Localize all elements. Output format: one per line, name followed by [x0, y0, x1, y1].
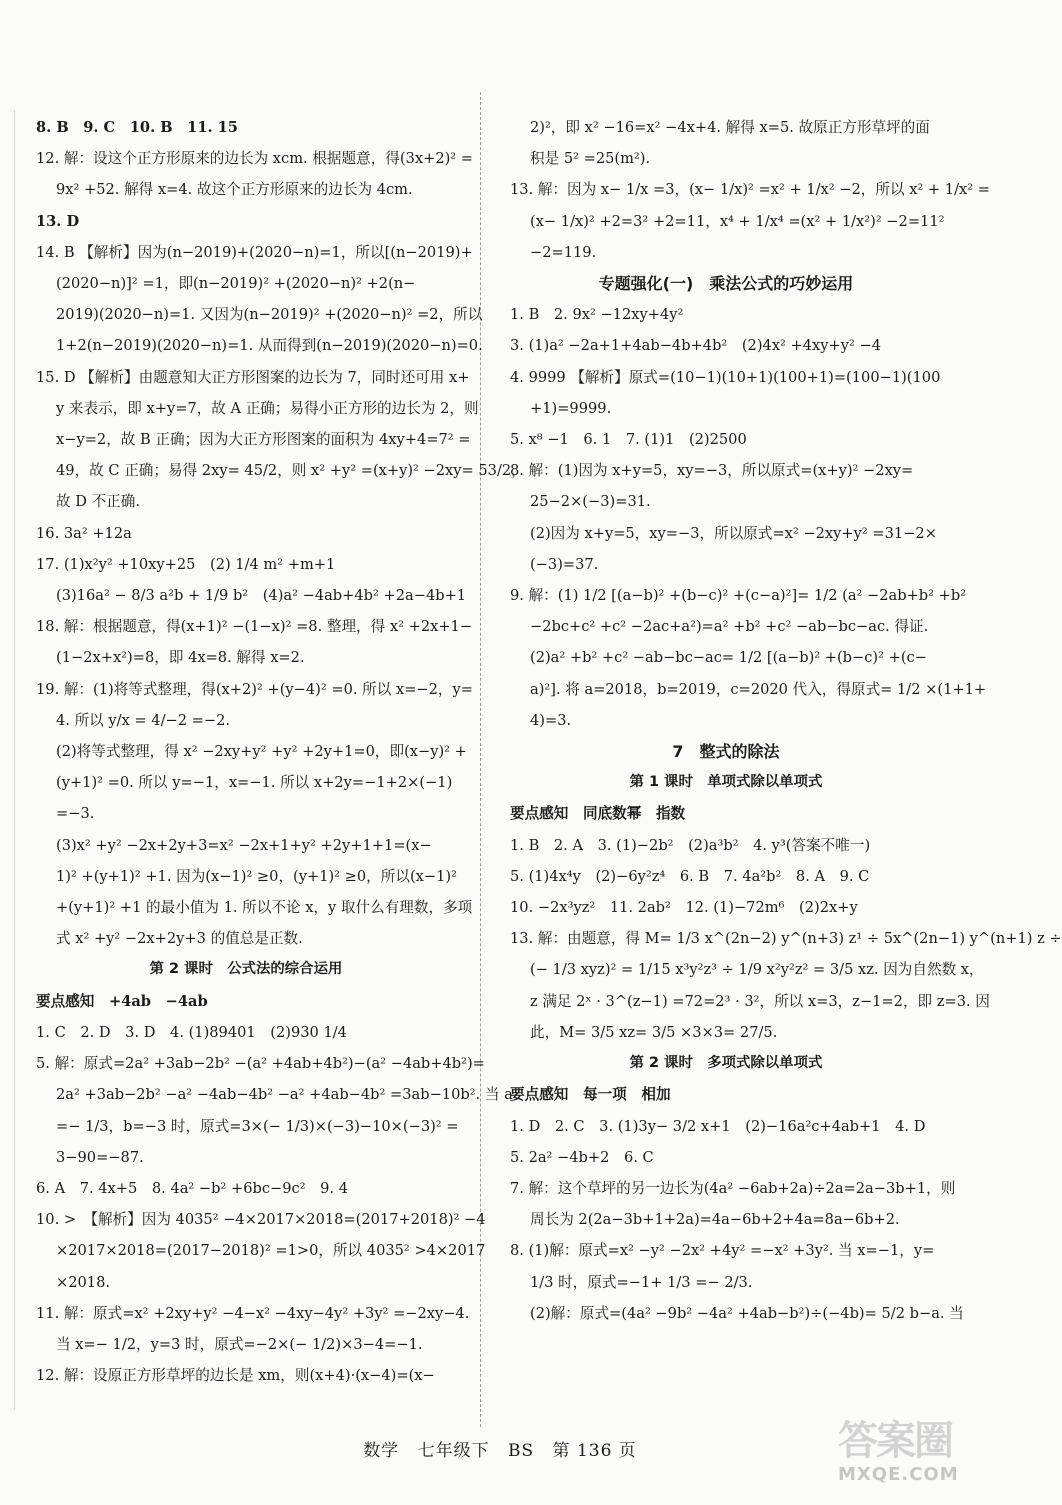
answer-line: 12. 解：设这个正方形原来的边长为 xcm. 根据题意，得(3x+2)² =	[36, 150, 474, 168]
answer-line: 7. 解：这个草坪的另一边长为(4a² −6ab+2a)÷2a=2a−3b+1，则	[510, 1179, 956, 1197]
answer-line: 故 D 不正确.	[56, 493, 140, 511]
answer-line: 4. 所以 y/x = 4/−2 =−2.	[56, 711, 231, 729]
answer-line: 17. (1)x²y² +10xy+25 (2) 1/4 m² +m+1	[36, 555, 336, 573]
answer-line: 1. C 2. D 3. D 4. (1)89401 (2)930 1/4	[36, 1023, 347, 1041]
answer-line: y 来表示，即 x+y=7，故 A 正确；易得小正方形的边长为 2，则	[56, 399, 479, 417]
answer-line: +1)=9999.	[530, 399, 612, 417]
answer-line: 1. B 2. 9x² −12xy+4y²	[510, 306, 684, 324]
answer-line: 1+2(n−2019)(2020−n)=1. 从而得到(n−2019)(2020−n)=0.	[56, 337, 483, 355]
answer-line: 式 x² +y² −2x+2y+3 的值总是正数.	[56, 930, 303, 948]
footer-grade: 七年级下	[417, 1441, 490, 1461]
answer-line: 25−2×(−3)=31.	[530, 493, 651, 511]
answer-line: 13. 解：因为 x− 1/x =3，(x− 1/x)² =x² + 1/x² −2，所以 x² + 1/x² =	[510, 181, 990, 199]
answer-line: =− 1/3，b=−3 时，原式=3×(− 1/3)×(−3)−10×(−3)² =	[56, 1117, 459, 1135]
answer-line: (3)x² +y² −2x+2y+3=x² −2x+1+y² +2y+1+1=(x−	[56, 836, 432, 854]
footer-subject: 数学	[363, 1441, 400, 1461]
answer-line: 5. 2a² −4b+2 6. C	[510, 1148, 654, 1166]
answer-line: (2)解：原式=(4a² −9b² −4a² +4ab−b²)÷(−4b)= 5/2 b−a. 当	[530, 1304, 964, 1322]
watermark-url: MXQE.COM	[838, 1464, 959, 1485]
answer-line: (2)因为 x+y=5，xy=−3，所以原式=x² −2xy+y² =31−2×	[530, 524, 937, 542]
answer-line: (1−2x+x²)=8，即 4x=8. 解得 x=2.	[56, 649, 305, 667]
answer-line: 8. 解：(1)因为 x+y=5，xy=−3，所以原式=(x+y)² −2xy=	[510, 462, 914, 480]
answer-line: 8. (1)解：原式=x² −y² −2x² +4y² =−x² +3y². 当 x=−1，y=	[510, 1242, 935, 1260]
answer-line: 6. A 7. 4x+5 8. 4a² −b² +6bc−9c² 9. 4	[36, 1179, 348, 1197]
answer-line: (2020−n)]² =1，即(n−2019)² +(2020−n)² +2(n−	[56, 275, 416, 293]
right-answer-column	[510, 112, 1062, 1329]
answer-line: 第 2 课时 公式法的综合运用	[149, 961, 343, 978]
watermark-logo: 答案圈	[838, 1418, 952, 1464]
answer-line: 8. B 9. C 10. B 11. 15	[36, 119, 238, 136]
answer-line: ×2018.	[56, 1273, 111, 1291]
answer-line: 1. D 2. C 3. (1)3y− 3/2 x+1 (2)−16a²c+4ab+1 4. D	[510, 1117, 926, 1135]
answer-line: +(y+1)² +1 的最小值为 1. 所以不论 x，y 取什么有理数，多项	[56, 899, 473, 917]
answer-line: ×2017×2018=(2017−2018)² =1>0，所以 4035² >4×2017	[56, 1242, 486, 1260]
answer-line: 3−90=−87.	[56, 1148, 144, 1166]
answer-line: 2)²，即 x² −16=x² −4x+4. 解得 x=5. 故原正方形草坪的面	[530, 119, 930, 136]
answer-line: 要点感知 同底数幂 指数	[510, 805, 686, 823]
answer-line: 积是 5² =25(m²).	[530, 150, 651, 168]
answer-line: 3. (1)a² −2a+1+4ab−4b+4b² (2)4x² +4xy+y² −4	[510, 337, 882, 355]
answer-line: 5. x⁸ −1 6. 1 7. (1)1 (2)2500	[510, 431, 747, 449]
footer-edition: BS	[508, 1441, 535, 1461]
answer-line: (2)将等式整理，得 x² −2xy+y² +y² +2y+1=0，即(x−y)² +	[56, 743, 467, 761]
answer-line: z 满足 2ˣ · 3^(z−1) =72=2³ · 3²，所以 x=3，z−1=2，即 z=3. 因	[530, 992, 990, 1010]
answer-line: (−3)=37.	[530, 555, 599, 573]
answer-line: 16. 3a² +12a	[36, 524, 132, 542]
answer-line: =−3.	[56, 805, 95, 823]
answer-line: −2=119.	[530, 243, 597, 261]
answer-line: 49，故 C 正确；易得 2xy= 45/2，则 x² +y² =(x+y)² −2xy= 53/2，	[56, 462, 526, 480]
left-answer-column	[36, 112, 526, 1391]
answer-line: (x− 1/x)² +2=3² +2=11，x⁴ + 1/x⁴ =(x² + 1/x²)² −2=11²	[530, 212, 945, 230]
answer-line: −2bc+c² +c² −2ac+a²)=a² +b² +c² −ab−bc−ac. 得证.	[530, 618, 929, 636]
answer-line: 要点感知 +4ab −4ab	[36, 992, 208, 1010]
answer-line: (y+1)² =0. 所以 y=−1，x=−1. 所以 x+2y=−1+2×(−1)	[56, 774, 453, 792]
answer-line: 专题强化(一) 乘法公式的巧妙运用	[598, 274, 854, 294]
answer-line: 5. 解：原式=2a² +3ab−2b² −(a² +4ab+4b²)−(a² −4ab+4b²)=	[36, 1055, 485, 1073]
answer-line: 11. 解：原式=x² +2xy+y² −4−x² −4xy−4y² +3y² =−2xy−4.	[36, 1304, 470, 1322]
answer-line: 19. 解：(1)将等式整理，得(x+2)² +(y−4)² =0. 所以 x=−2，y=	[36, 680, 474, 698]
answer-line: 2019)(2020−n)=1. 又因为(n−2019)² +(2020−n)² =2，所以	[56, 306, 483, 324]
answer-line: 1/3 时，原式=−1+ 1/3 =− 2/3.	[530, 1273, 753, 1291]
answer-line: (3)16a² − 8/3 a²b + 1/9 b² (4)a² −4ab+4b² +2a−4b+1	[56, 587, 467, 605]
answer-line: x−y=2，故 B 正确；因为大正方形图案的面积为 4xy+4=7² =	[56, 431, 471, 449]
answer-line: 7 整式的除法	[672, 742, 780, 762]
site-watermark	[838, 1418, 988, 1498]
answer-line: 周长为 2(2a−3b+1+2a)=4a−6b+2+4a=8a−6b+2.	[530, 1211, 900, 1229]
answer-line: 2a² +3ab−2b² −a² −4ab−4b² −a² +4ab−4b² =3ab−10b². 当 a	[56, 1086, 513, 1104]
answer-line: (− 1/3 xyz)² = 1/15 x³y²z³ ÷ 1/9 x²y²z² = 3/5 xz. 因为自然数 x，	[530, 961, 984, 979]
answer-line: 第 1 课时 单项式除以单项式	[629, 774, 823, 791]
answer-line: 12. 解：设原正方形草坪的边长是 xm，则(x+4)·(x−4)=(x−	[36, 1367, 435, 1385]
answer-line: a)²]. 将 a=2018，b=2019，c=2020 代入，得原式= 1/2 ×(1+1+	[530, 680, 987, 698]
answer-line: 10. > 【解析】因为 4035² −4×2017×2018=(2017+2018)² −4	[36, 1211, 486, 1229]
answer-line: 第 2 课时 多项式除以单项式	[629, 1055, 823, 1072]
page-edge-line	[14, 110, 15, 1410]
answer-line: 1)² +(y+1)² +1. 因为(x−1)² ≥0，(y+1)² ≥0，所以(x−1)²	[56, 867, 457, 885]
answer-line: 14. B 【解析】因为(n−2019)+(2020−n)=1，所以[(n−2019)+	[36, 243, 473, 261]
answer-line: 5. (1)4x⁴y (2)−6y²z⁴ 6. B 7. 4a²b² 8. A 9. C	[510, 867, 870, 885]
answer-line: 要点感知 每一项 相加	[510, 1086, 671, 1104]
answer-line: 4. 9999 【解析】原式=(10−1)(10+1)(100+1)=(100−1)(100	[510, 368, 941, 386]
answer-line: 此，M= 3/5 xz= 3/5 ×3×3= 27/5.	[530, 1023, 778, 1041]
answer-line: 1. B 2. A 3. (1)−2b² (2)a³b² 4. y³(答案不唯一)	[510, 836, 871, 854]
answer-line: 10. −2x³yz² 11. 2ab² 12. (1)−72m⁶ (2)2x+y	[510, 899, 858, 917]
answer-line: (2)a² +b² +c² −ab−bc−ac= 1/2 [(a−b)² +(b−c)² +(c−	[530, 649, 927, 667]
answer-line: 18. 解：根据题意，得(x+1)² −(1−x)² =8. 整理，得 x² +2x+1−	[36, 618, 473, 636]
footer-page-number: 第 136 页	[552, 1441, 637, 1461]
answer-line: 15. D 【解析】由题意知大正方形图案的边长为 7，同时还可用 x+	[36, 368, 470, 386]
answer-line: 当 x=− 1/2，y=3 时，原式=−2×(− 1/2)×3−4=−1.	[56, 1335, 423, 1353]
answer-line: 4)=3.	[530, 711, 572, 729]
answer-line: 13. D	[36, 212, 80, 230]
answer-line: 9. 解：(1) 1/2 [(a−b)² +(b−c)² +(c−a)²]= 1/2 (a² −2ab+b² +b²	[510, 587, 967, 605]
answer-line: 9x² +52. 解得 x=4. 故这个正方形原来的边长为 4cm.	[56, 181, 413, 199]
answer-line: 13. 解：由题意，得 M= 1/3 x^(2n−2) y^(n+3) z¹ ÷ 5x^(2n−1) y^(n+1) z ÷	[510, 930, 1062, 948]
